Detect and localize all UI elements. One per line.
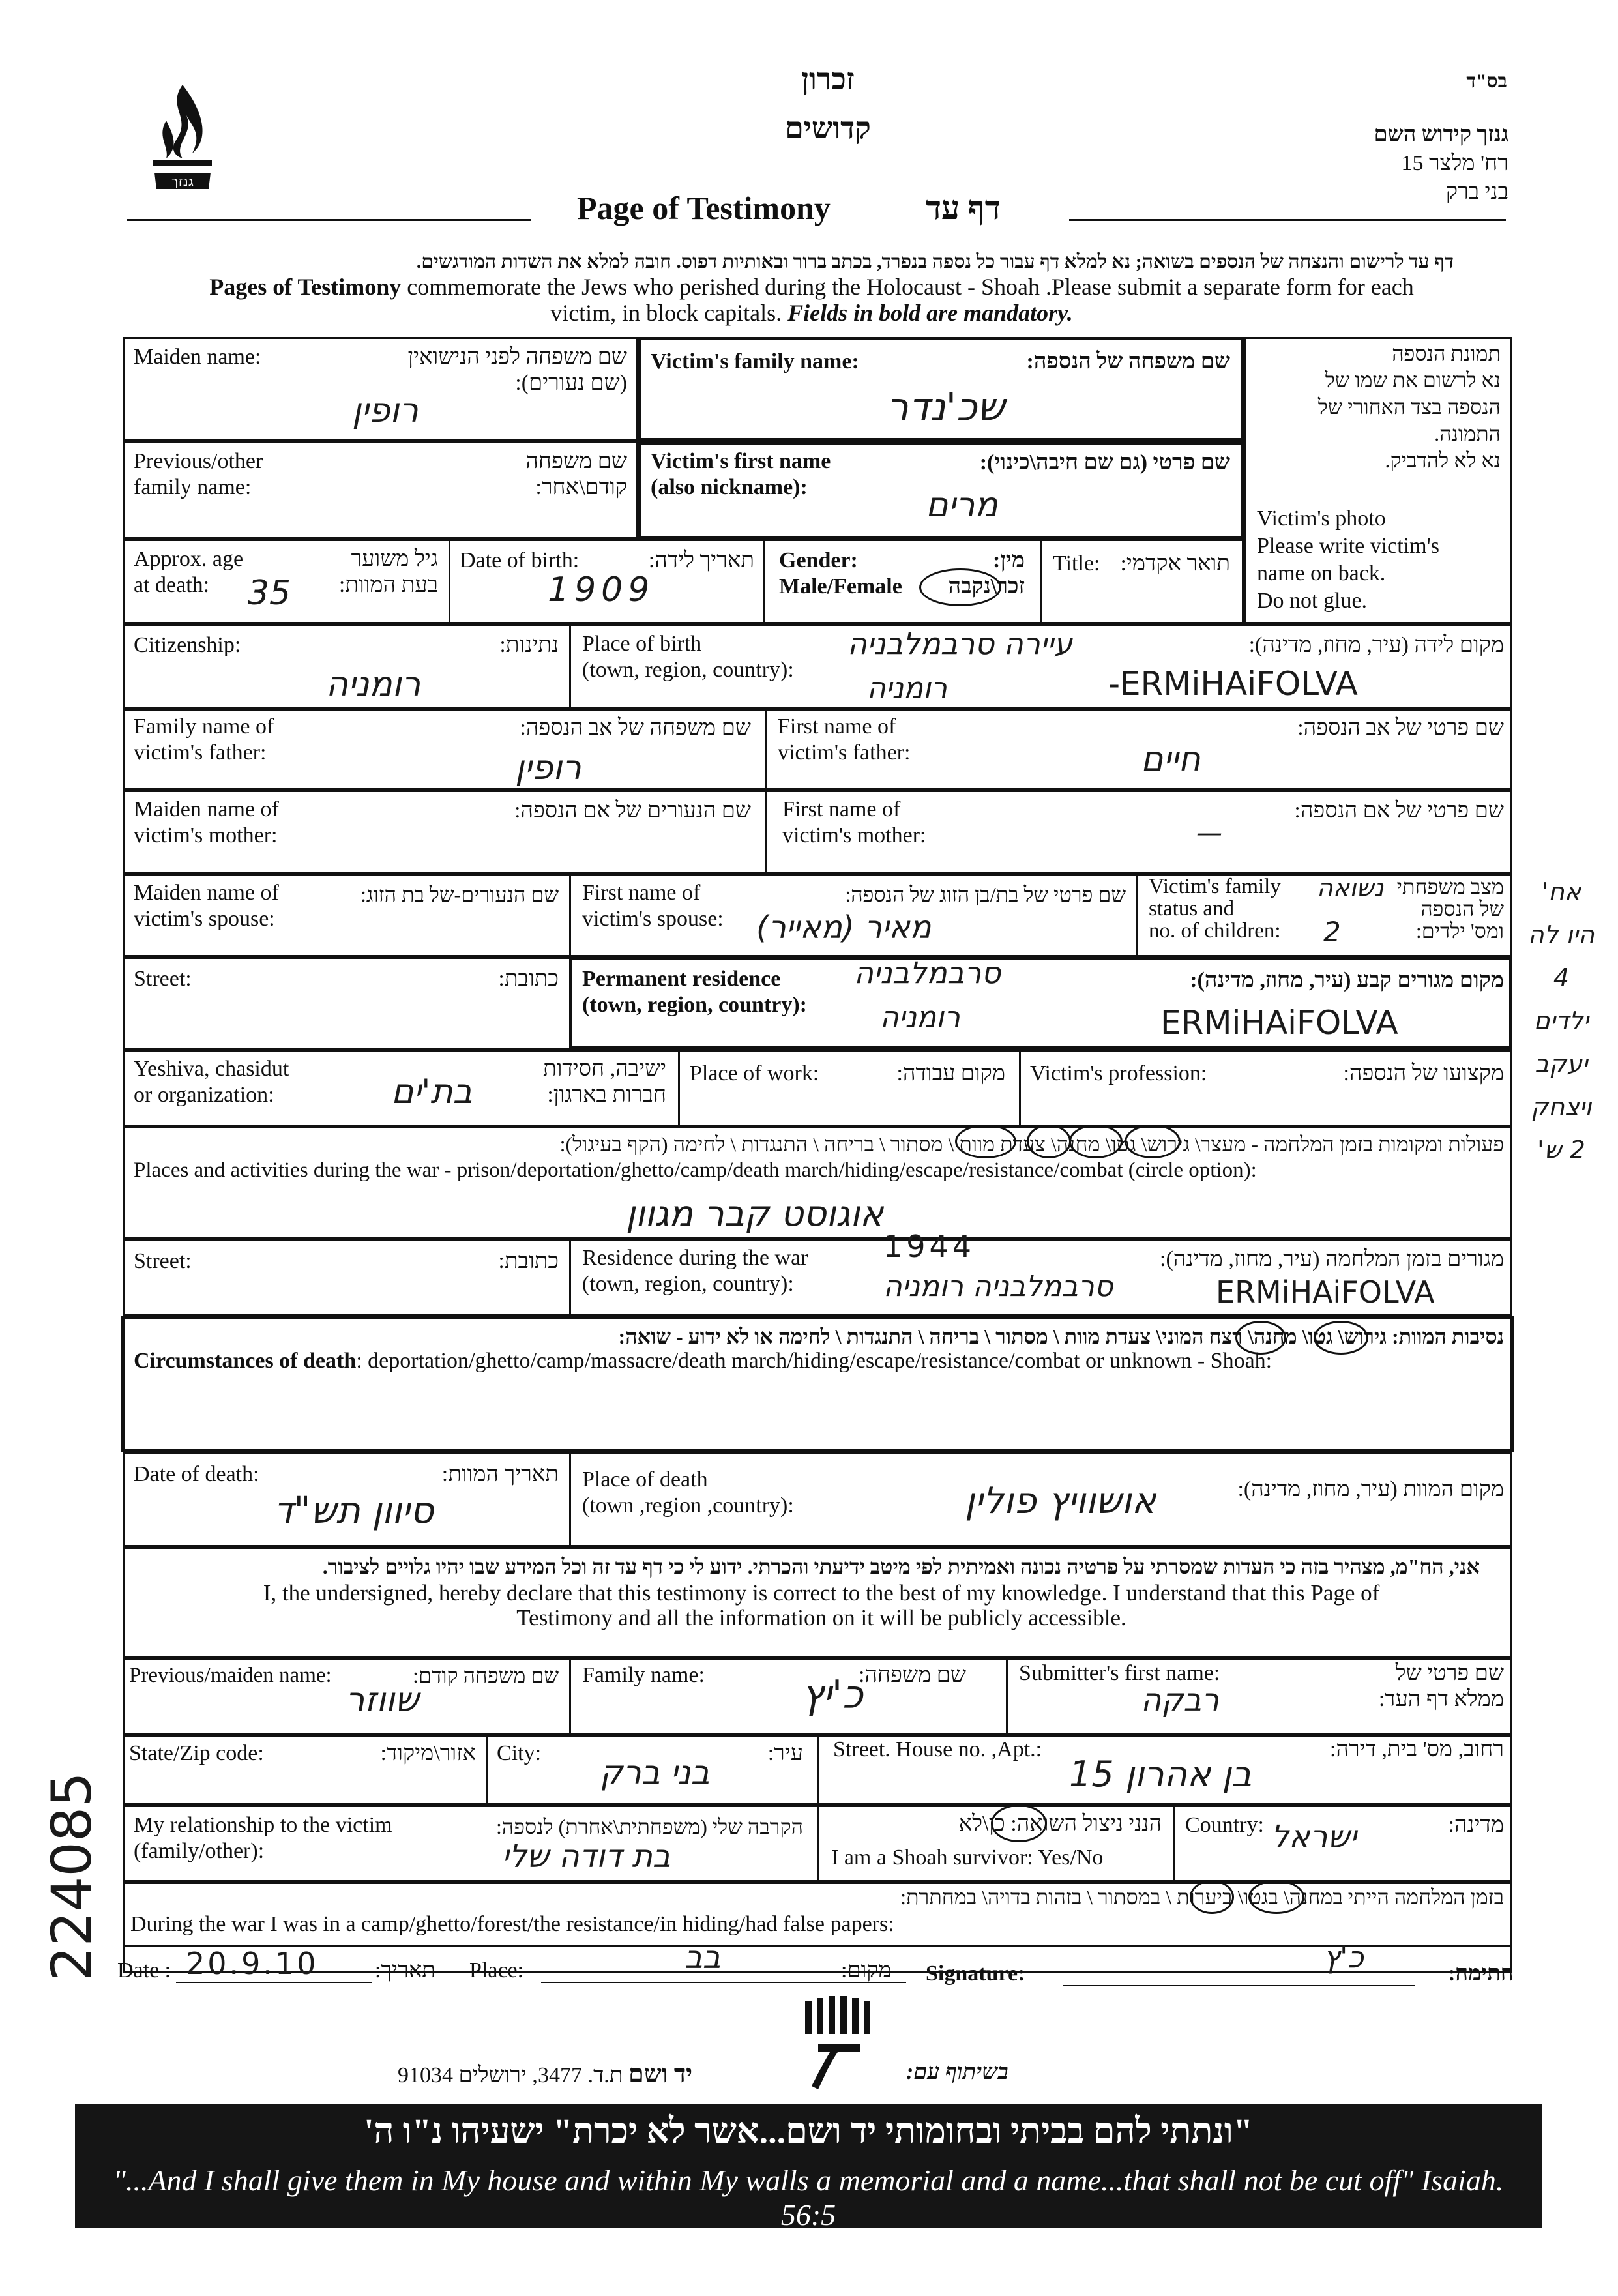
first-en-1: Victim's first name: [651, 449, 831, 473]
perm-residence-value-he[interactable]: סרבמלבניה: [854, 955, 1001, 990]
prev-he-2: קודם\אחר:: [535, 475, 627, 499]
spouse-maiden-en-2: victim's spouse:: [134, 907, 275, 931]
dod-label-he: תאריך המוות:: [441, 1462, 559, 1486]
work-label-he: מקום עבודה:: [896, 1061, 1005, 1085]
sub-first-he-2: ממלא דף העד:: [1378, 1687, 1504, 1711]
street2-label-en: Street:: [134, 1249, 192, 1273]
father-family-label-he: שם משפחה של אב הנספה:: [520, 716, 751, 740]
prev-en-1: Previous/other: [134, 449, 263, 473]
footer-banner-he: "ונתתי להם בביתי ובחומותי יד ושם...אשר לא יכרת" ישעיהו נ"ו ה': [364, 2112, 1253, 2151]
yad-vashem-logo-icon: [799, 1995, 877, 2093]
margin-right-2: היו לה: [1527, 920, 1595, 949]
survivor-no-circle[interactable]: [991, 1804, 1047, 1842]
yeshiva-en-2: or organization:: [134, 1083, 274, 1107]
relationship-label-en: [134, 1812, 392, 1864]
maiden-name-value[interactable]: רופין: [352, 391, 419, 430]
pod-en-1: Place of death: [582, 1467, 708, 1492]
prev-name-label-en: [134, 449, 263, 501]
gender-en-2: Male/Female: [779, 574, 902, 598]
family-name-label-en: Victim's family name:: [651, 349, 859, 374]
street-no-label-en: Street. House no. ,Apt.:: [833, 1737, 1042, 1761]
perm-residence-label-en: [582, 966, 807, 1018]
margin-note-left-number: 224085: [40, 1772, 104, 1981]
div-spouse1: [569, 874, 571, 957]
spouse-maiden-label-en: [134, 880, 279, 932]
sub-prev-value[interactable]: שווזר: [346, 1681, 419, 1720]
prev-he-1: שם משפחה: [525, 449, 627, 473]
war-activities-value[interactable]: אוגוסט קבר מגוון: [626, 1193, 884, 1234]
kedoshim-title: קדושים: [785, 111, 871, 145]
org-street: רח' מלצר 15: [1401, 151, 1508, 175]
war-deport-circle[interactable]: [1069, 1125, 1123, 1158]
yeshiva-en-1: Yeshiva, chasidut: [134, 1057, 289, 1081]
photo-he-4: התמונה.: [1434, 422, 1501, 445]
sub-first-value[interactable]: רבקה: [1141, 1682, 1220, 1718]
intro-hebrew: דף עד לרישום והנצחה של הנספים בשואה; נא למלא דף עבור כל נספה בנפרד, בכתב ברור ובאותיות דפוס. חובה למלא את השדות המודגשים.: [416, 251, 1454, 272]
war-activities-label-en: Places and activities during the war - prison/deportation/ghetto/camp/death march/hiding/escape/resistance/combat (circle option):: [134, 1158, 1257, 1182]
mother-first-label-he: שם פרטי של אם הנספה:: [1294, 799, 1504, 823]
signature-value[interactable]: כ'ץ: [1323, 1939, 1364, 1975]
maiden-he-line2: (שם נעורים):: [515, 371, 627, 395]
survivor-label-he: הנני ניצול השואה: כן\לא: [958, 1812, 1162, 1836]
decl-en-2: Testimony and all the information on it will be publicly accessible.: [516, 1605, 1126, 1630]
date-label-he: תאריך:: [375, 1958, 435, 1982]
street-label-he: כתובת:: [498, 967, 559, 991]
perm-residence-value-he2[interactable]: רומניה: [880, 1001, 960, 1034]
margin-note-right: [1522, 870, 1600, 1171]
country-label-he: מדינה:: [1448, 1813, 1504, 1837]
father-fam-en-1: Family name of: [134, 714, 274, 739]
declaration-en: [143, 1581, 1499, 1630]
footer-banner-en: "...And I shall give them in My house and within My walls a memorial and a name...that shall not be cut off" Isaiah. 56:5: [113, 2164, 1504, 2231]
div-father: [765, 709, 767, 790]
sub-family-label-he: שם משפחה:: [859, 1663, 966, 1687]
declaration-he: אני, הח"מ, מצהיר בזה כי העדות שמסרתי על פרטיה נכונה ואמיתית לפי מיטב ידיעתי והכרתי. ידוע לי כי דף עד זה וכל המידע שבו יהיו גלויים לציבור.: [322, 1555, 1480, 1578]
citizenship-label-en: Citizenship:: [134, 633, 241, 657]
date-value[interactable]: 20.9.10: [186, 1946, 319, 1981]
margin-right-6: 2 ש': [1537, 1136, 1585, 1164]
country-label-en: Country:: [1185, 1813, 1264, 1837]
signature-label-he: חתימה:: [1448, 1962, 1514, 1986]
margin-right-1: אח': [1541, 877, 1581, 906]
fam-status-en-2: status and: [1149, 897, 1235, 920]
father-family-label-en: [134, 714, 274, 766]
circ-deport-circle[interactable]: [1314, 1321, 1368, 1355]
maiden-he-line1: שם משפחה לפני הנישואין: [407, 345, 627, 369]
war-prison-circle[interactable]: [1125, 1125, 1181, 1158]
margin-right-4: יעקב: [1535, 1050, 1588, 1078]
div-sub1: [569, 1658, 571, 1735]
prev-name-label-he: [525, 449, 627, 501]
yad-vashem-address: ת.ד. 3477, ירושלים 91034: [398, 2063, 623, 2087]
rel-en-1: My relationship to the victim: [134, 1813, 392, 1837]
photo-en-2: Please write victim's: [1257, 534, 1439, 558]
first-name-value[interactable]: מרים: [926, 486, 998, 525]
sub-first-label-en: Submitter's first name:: [1019, 1661, 1220, 1685]
state-label-en: State/Zip code:: [129, 1741, 264, 1765]
div-sub2: [1006, 1658, 1008, 1735]
work-label-en: Place of work:: [690, 1061, 819, 1085]
res-war-en-1: Residence during the war: [582, 1246, 808, 1270]
father-first-label-he: שם פרטי של אב הנספה:: [1297, 716, 1504, 740]
fam-status-he-1: מצב משפחתי: [1396, 875, 1504, 898]
div-rel2: [1173, 1805, 1175, 1882]
zikaron-title: זכרון: [801, 63, 855, 96]
fam-status-label-he: [1397, 876, 1504, 942]
pod-label-he: מקום המוות (עיר, מחוז, מדינה):: [1237, 1477, 1504, 1501]
mother-first-en-2: victim's mother:: [782, 823, 926, 847]
mother-maiden-label-en: [134, 797, 279, 849]
prev-en-2: family name:: [134, 475, 252, 499]
pob-value-he[interactable]: עיירה סרבמלבניה: [847, 626, 1073, 661]
mother-maiden-en-1: Maiden name of: [134, 797, 279, 821]
war-activities-label-he: פעולות ומקומות בזמן המלחמה - מעצר\ גירוש\ גטו\ מחנה\ צעדת מוות \ מסתור \ בריחה \ התנגדות \ לחימה (הקף בעיגול):: [559, 1132, 1504, 1156]
fam-status-value[interactable]: נשואה: [1317, 874, 1384, 902]
age-value[interactable]: 35: [248, 574, 291, 613]
citizenship-label-he: נתינות:: [499, 633, 559, 657]
div-yeshiva: [678, 1050, 680, 1126]
pob-en-2: (town, region, country):: [582, 658, 794, 682]
photo-en-1: Victim's photo: [1257, 507, 1386, 531]
date-label-en: Date :: [117, 1958, 171, 1982]
div-cit: [569, 624, 571, 709]
yeshiva-he-2: חברות בארגון:: [547, 1083, 666, 1107]
first-name-label-en: [651, 449, 831, 501]
circ-en-bold: Circumstances of death: [134, 1349, 357, 1373]
org-city: בני ברק: [1445, 180, 1508, 204]
pob-label-he: מקום לידה (עיר, מחוז, מדינה):: [1248, 633, 1504, 657]
spouse-maiden-label-he: שם הנעורים-של בת הזוג:: [360, 883, 559, 906]
fam-status-label-en: [1149, 876, 1281, 942]
yeshiva-he-1: ישיבה, חסידות: [542, 1057, 666, 1081]
dob-value[interactable]: 1909: [548, 570, 655, 610]
date-line: [176, 1982, 372, 1983]
org-name: גנזך קידוש השם: [1374, 123, 1508, 147]
page-title-en: Page of Testimony: [577, 190, 831, 226]
photo-en-3: name on back.: [1257, 561, 1386, 585]
sub-first-he-1: שם פרטי של: [1395, 1661, 1504, 1685]
mother-first-value[interactable]: —: [1196, 818, 1222, 848]
title-rule-right: [1069, 219, 1506, 221]
pob-en-1: Place of birth: [582, 632, 702, 656]
res-war-en-2: (town, region, country):: [582, 1272, 794, 1296]
father-first-en-2: victim's father:: [778, 741, 911, 765]
perm-en-1: Permanent residence: [582, 967, 781, 991]
footer-cooperation: בשיתוף עם:: [906, 2060, 1008, 2084]
age-he-1: גיל משוער: [351, 547, 438, 571]
yad-vashem-name: יד ושם: [628, 2061, 693, 2088]
war-residence-value-he[interactable]: סרבמלבניה רומניה: [883, 1270, 1113, 1303]
yeshiva-label-en: [134, 1056, 289, 1108]
father-first-en-1: First name of: [778, 714, 896, 739]
intro-english: [140, 274, 1483, 326]
state-label-he: אזור\מיקוד:: [380, 1741, 476, 1765]
div-age: [449, 539, 450, 624]
age-label-he: [339, 546, 438, 598]
city-label-he: עיר:: [767, 1741, 803, 1765]
fam-status-he-2: של הנספה: [1420, 897, 1504, 920]
div-dob: [763, 539, 765, 624]
photo-he-2: נא לרשום את שמו של: [1325, 368, 1501, 392]
logo-icon: [147, 81, 218, 192]
sub-prev-label-he: שם משפחה קודם:: [413, 1664, 559, 1687]
dod-value[interactable]: סיוון תש"ד: [274, 1490, 434, 1532]
city-label-en: City:: [497, 1741, 542, 1765]
family-name-label-he: שם משפחה של הנספה:: [1026, 349, 1230, 374]
street-no-label-he: רחוב, מס' בית, דירה:: [1329, 1737, 1504, 1761]
maiden-name-label-en: Maiden name:: [134, 345, 261, 369]
spouse-first-value[interactable]: מאיר (מאייר): [756, 909, 932, 946]
relationship-value[interactable]: בת דודה שלי: [502, 1838, 671, 1875]
fam-status-en-1: Victim's family: [1149, 875, 1281, 898]
decl-en-1: I, the undersigned, hereby declare that this testimony is correct to the best of my knowledge. I understand that this Page of: [263, 1580, 1380, 1606]
sub-first-label-he: [1379, 1660, 1504, 1713]
sub-family-value[interactable]: כ'יץ: [802, 1672, 864, 1718]
div-work: [1019, 1050, 1021, 1126]
pob-value-he2[interactable]: רומניה: [867, 671, 947, 705]
div-war-res: [569, 1239, 571, 1316]
sub-prev-label-en: Previous/maiden name:: [129, 1664, 332, 1687]
org-address: [1374, 121, 1508, 207]
war-residence-year[interactable]: 1944: [883, 1229, 976, 1264]
father-fam-en-2: victim's father:: [134, 741, 267, 765]
circumstances-label-he: נסיבות המוות: גירוש\ גטו\ מחנה\ רצח המוני\ צעדת מוות \ מסתור \ בריחה \ התנגדות \ לחימה או לא ידוע - שואה:: [618, 1325, 1504, 1348]
dob-label-en: Date of birth:: [460, 548, 580, 572]
margin-right-5: ויצחק: [1531, 1093, 1592, 1121]
country-value[interactable]: ישראל: [1271, 1819, 1357, 1855]
dod-label-en: Date of death:: [134, 1462, 259, 1486]
age-en-2: at death:: [134, 573, 210, 597]
war-residence-value-latin[interactable]: ERMiHAiFOLVA: [1216, 1274, 1435, 1310]
bsd-mark: בס"ד: [1466, 70, 1507, 92]
mother-first-label-en: [782, 797, 926, 849]
mother-maiden-label-he: שם הנעורים של אם הנספה:: [514, 799, 751, 823]
family-name-value[interactable]: שכ'נדר: [887, 385, 1005, 430]
pob-value-latin[interactable]: -ERMiHAiFOLVA: [1108, 665, 1358, 703]
pob-label-en: [582, 631, 794, 683]
fam-status-en-3: no. of children:: [1149, 919, 1281, 943]
intro-en-rest: commemorate the Jews who perished during the Holocaust - Shoah .Please submit a separate form for each: [401, 274, 1414, 300]
rel-en-2: (family/other):: [134, 1839, 265, 1863]
margin-right-3: 4 ילדים: [1533, 964, 1589, 1035]
during-war-label-en: During the war I was in a camp/ghetto/forest/the resistance/in hiding/had false papers:: [130, 1912, 894, 1936]
children-count-value[interactable]: 2: [1323, 916, 1341, 948]
intro-en-mandatory: Fields in bold are mandatory.: [787, 300, 1073, 326]
intro-en-line2: victim, in block capitals.: [550, 300, 788, 326]
title-rule-left: [127, 219, 531, 221]
yeshiva-label-he: [543, 1056, 666, 1108]
photo-en-4: Do not glue.: [1257, 589, 1368, 613]
first-en-2: (also nickname):: [651, 475, 808, 499]
photo-he-5: נא לא להדביק.: [1385, 449, 1501, 472]
spouse-first-en-2: victim's spouse:: [582, 907, 724, 931]
during-ghetto-circle[interactable]: [1190, 1880, 1234, 1914]
mother-maiden-en-2: victim's mother:: [134, 823, 278, 847]
gender-label-en: [779, 548, 902, 600]
place-value[interactable]: בב: [684, 1939, 721, 1976]
spouse-first-label-en: [582, 880, 724, 932]
perm-residence-label-he: מקום מגורים קבע (עיר, מחוז, מדינה):: [1190, 968, 1504, 992]
div-rel1: [817, 1805, 819, 1882]
war-camp-circle[interactable]: [955, 1125, 1016, 1158]
photo-cell: [1244, 337, 1512, 624]
dob-label-he: תאריך לידה:: [648, 548, 754, 572]
spouse-first-en-1: First name of: [582, 881, 701, 905]
intro-en-bold: Pages of Testimony: [209, 274, 402, 300]
yeshiva-value[interactable]: בת'ים: [391, 1072, 473, 1111]
father-family-value[interactable]: רופין: [515, 748, 581, 787]
spouse-first-label-he: שם פרטי של בת/בן הזוג של הנספה:: [845, 883, 1126, 906]
signature-label-en: Signature:: [926, 1962, 1025, 1986]
svg-text:גנזך: גנזך: [171, 173, 194, 189]
gender-he-1: מין:: [992, 548, 1025, 572]
page-title-he: דף עד: [926, 190, 1001, 226]
age-en-1: Approx. age: [134, 547, 244, 571]
div-spouse2: [1136, 874, 1138, 957]
title-label-en: Title:: [1053, 552, 1100, 576]
citizenship-value[interactable]: רומניה: [326, 665, 421, 704]
relationship-label-he: הקרבה שלי (משפחתית\אחרת) לנספה:: [495, 1815, 803, 1838]
title-label-he: תואר אקדמי:: [1120, 552, 1230, 576]
div-addr2: [817, 1735, 819, 1805]
photo-he-3: הנספה בצד האחורי של: [1317, 395, 1501, 419]
maiden-name-label-he: [408, 344, 627, 396]
spouse-maiden-en-1: Maiden name of: [134, 881, 279, 905]
photo-he-1: תמונת הנספה: [1392, 342, 1501, 365]
profession-label-he: מקצועו של הנספה:: [1343, 1061, 1504, 1085]
street-label-en: Street:: [134, 967, 192, 991]
fam-status-he-3: ומס' ילדים:: [1415, 919, 1504, 943]
gender-female-circle[interactable]: [919, 568, 1001, 606]
perm-residence-value-latin[interactable]: ERMiHAiFOLVA: [1160, 1004, 1398, 1042]
survivor-label-en: I am a Shoah survivor: Yes/No: [831, 1846, 1104, 1870]
gender-he-2: זכר\נקבה: [948, 574, 1025, 598]
signature-line: [1063, 1985, 1415, 1986]
mother-first-en-1: First name of: [782, 797, 901, 821]
war-residence-label-he: מגורים בזמן המלחמה (עיר, מחוז, מדינה):: [1160, 1247, 1504, 1271]
war-ghetto-circle[interactable]: [1027, 1125, 1071, 1158]
pod-value[interactable]: אושוויץ פולין: [965, 1480, 1156, 1522]
sub-family-label-en: Family name:: [582, 1663, 705, 1687]
street-no-value[interactable]: בן אהרון 15: [1069, 1754, 1252, 1795]
during-camp-circle[interactable]: [1248, 1880, 1304, 1914]
gender-en-1: Gender:: [779, 548, 858, 572]
circ-camp-circle[interactable]: [1235, 1321, 1286, 1355]
place-label-he: מקום:: [841, 1958, 892, 1982]
first-name-label-he: שם פרטי (גם שם חיבה\כינוי):: [979, 450, 1230, 475]
footer-address: [398, 2060, 692, 2089]
father-first-label-en: [778, 714, 910, 766]
pod-en-2: (town ,region ,country):: [582, 1494, 794, 1518]
age-he-2: בעת המוות:: [338, 573, 438, 597]
div-mother: [765, 790, 767, 874]
circumstances-label-en: [134, 1348, 1272, 1374]
city-value[interactable]: בני ברק: [600, 1754, 710, 1791]
perm-en-2: (town, region, country):: [582, 993, 807, 1017]
war-residence-label-en: [582, 1245, 808, 1297]
div-death: [569, 1452, 571, 1547]
during-war-label-he: בזמן המלחמה הייתי במחנה\ בגטו\ ביערות \ במסתור \ בזהות בדויה\ במחתרת:: [900, 1885, 1504, 1909]
div-addr1: [486, 1735, 488, 1805]
father-first-value[interactable]: חיים: [1141, 740, 1201, 779]
pod-label-en: [582, 1467, 794, 1519]
street2-label-he: כתובת:: [498, 1249, 559, 1273]
profession-label-en: Victim's profession:: [1030, 1061, 1207, 1085]
age-label-en: [134, 546, 243, 598]
place-label-en: Place:: [469, 1958, 524, 1982]
div-gender: [1040, 539, 1042, 624]
circ-en-rest: : deportation/ghetto/camp/massacre/death march/hiding/escape/resistance/combat or unknown - Shoah:: [356, 1349, 1272, 1373]
